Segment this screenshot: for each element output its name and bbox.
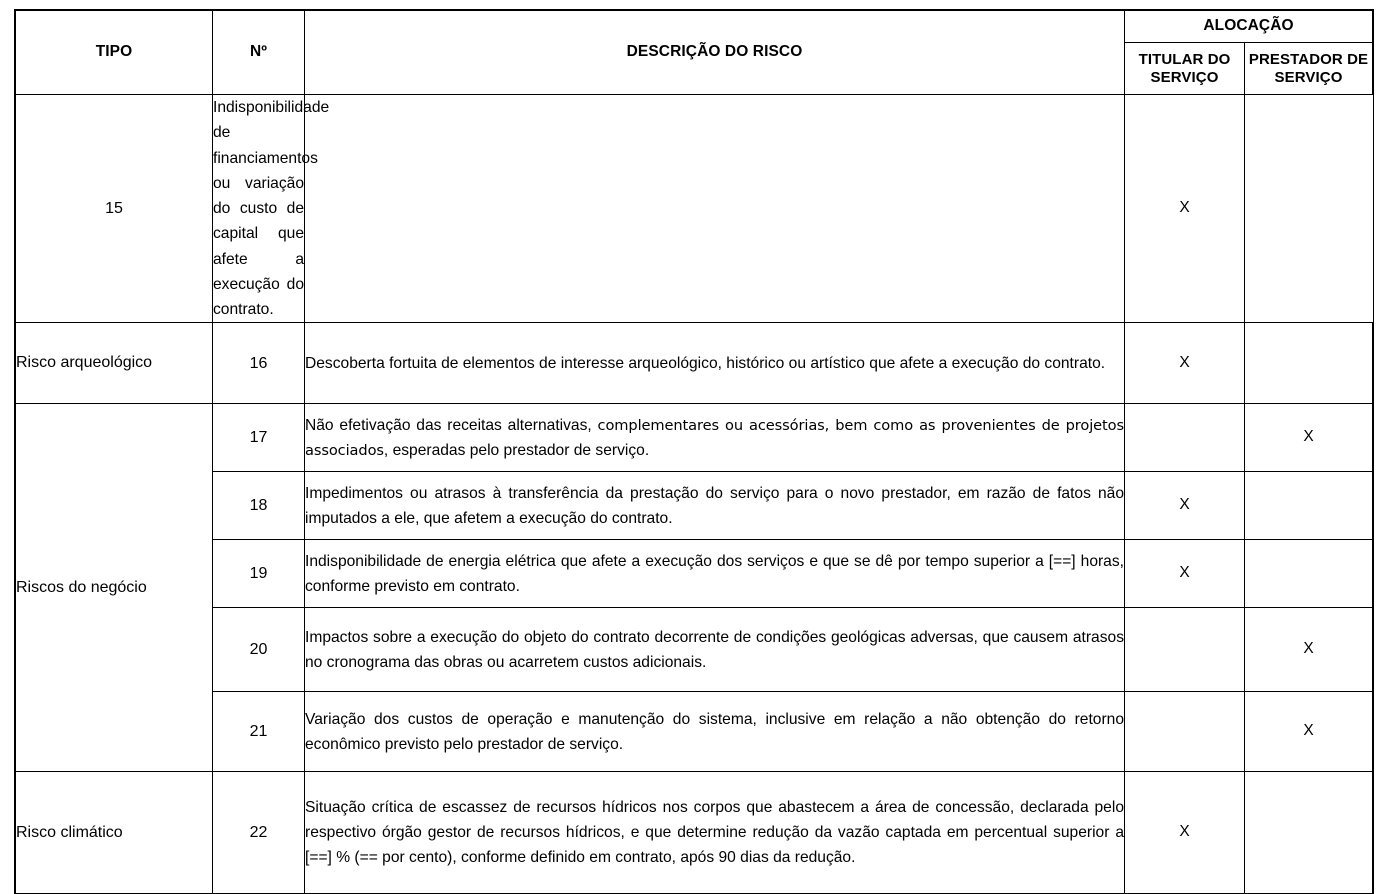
risk-type-label: Risco arqueológico: [16, 323, 213, 404]
table-row: [16, 404, 1373, 472]
risk-description-text: Variação dos custos de operação e manutenção do sistema, inclusive em relação a não obtenção do retorno econômico previsto pelo prestador de serviço.: [305, 710, 1124, 753]
row-number: 18: [213, 472, 305, 540]
risk-description-text: Situação crítica de escassez de recursos hídricos nos corpos que abastecem a área de concessão, declarada pelo respectivo órgão gestor de recursos hídricos, e que determine redução da vazão captada em percentual superior a [==] % (== por cento), conforme definido em contrato, após 90 dias da redução.: [305, 798, 1124, 867]
risk-description: [305, 692, 1125, 772]
row-number: 19: [213, 540, 305, 608]
allocation-titular-mark: [1125, 404, 1245, 472]
risk-description: [305, 540, 1125, 608]
table-row: [16, 472, 1373, 540]
risk-type-label: Riscos do negócio: [16, 404, 213, 772]
column-header-prestador-de-servico: PRESTADOR DE SERVIÇO: [1245, 43, 1373, 95]
risk-description-text: Impedimentos ou atrasos à transferência da prestação do serviço para o novo prestador, em razão de fatos não imputados a ele, que afetem a execução do contrato.: [305, 484, 1124, 527]
row-number: 20: [213, 608, 305, 692]
table-row: [16, 323, 1373, 404]
allocation-titular-mark: X: [1125, 323, 1245, 404]
table-row: [16, 772, 1373, 894]
row-number: 16: [213, 323, 305, 404]
risk-description: [305, 323, 1125, 404]
allocation-titular-mark: X: [1125, 772, 1245, 894]
risk-description: [305, 404, 1125, 472]
column-header-alocacao: ALOCAÇÃO: [1125, 11, 1373, 43]
allocation-prestador-mark: X: [1125, 95, 1245, 323]
risk-description-text: Não efetivação das receitas alternativas,: [305, 416, 598, 434]
risk-description-tail: , esperadas pelo prestador de serviço.: [383, 441, 650, 459]
risk-description-text: Indisponibilidade de energia elétrica que afete a execução dos serviços e que se dê por tempo superior a [==] horas, conforme previsto em contrato.: [305, 552, 1124, 595]
table-row: [16, 540, 1373, 608]
allocation-titular-mark: X: [1125, 540, 1245, 608]
row-number: 21: [213, 692, 305, 772]
risk-description-text: Impactos sobre a execução do objeto do contrato decorrente de condições geológicas adversas, que causem atrasos no cronograma das obras ou acarretem custos adicionais.: [305, 628, 1124, 671]
allocation-prestador-mark: [1245, 772, 1373, 894]
header-row-top: [16, 11, 1373, 43]
risk-description-text: Indisponibilidade de financiamentos ou variação do custo de capital que afete a execução do contrato.: [213, 99, 330, 318]
table-header: [16, 11, 1373, 95]
allocation-prestador-mark: [1245, 323, 1373, 404]
table-row: [16, 692, 1373, 772]
risk-description: [305, 772, 1125, 894]
risk-description-text: Descoberta fortuita de elementos de interesse arqueológico, histórico ou artístico que afete a execução do contrato.: [305, 354, 1106, 372]
allocation-prestador-mark: [1245, 540, 1373, 608]
column-header-tipo: TIPO: [16, 11, 213, 95]
table-row: [16, 608, 1373, 692]
risk-description: [305, 608, 1125, 692]
allocation-titular-mark: [1125, 608, 1245, 692]
allocation-prestador-mark: X: [1245, 404, 1373, 472]
column-header-titular-do-servico: TITULAR DO SERVIÇO: [1125, 43, 1245, 95]
allocation-titular-mark: [1125, 692, 1245, 772]
allocation-titular-mark: [305, 95, 1125, 323]
allocation-prestador-mark: X: [1245, 608, 1373, 692]
risk-description: [305, 472, 1125, 540]
row-number: 17: [213, 404, 305, 472]
risk-allocation-table: [15, 10, 1373, 894]
row-number: 15: [16, 95, 213, 323]
risk-type-label: Risco climático: [16, 772, 213, 894]
column-header-descricao: DESCRIÇÃO DO RISCO: [305, 11, 1125, 95]
risk-description-emphasis: complementares ou acessórias, bem como as provenientes de projetos associados: [305, 416, 1124, 459]
table-row: [16, 95, 1373, 323]
risk-description: [213, 95, 330, 323]
allocation-prestador-mark: [1245, 472, 1373, 540]
allocation-prestador-mark: X: [1245, 692, 1373, 772]
row-number: 22: [213, 772, 305, 894]
column-header-numero: Nº: [213, 11, 305, 95]
allocation-titular-mark: X: [1125, 472, 1245, 540]
